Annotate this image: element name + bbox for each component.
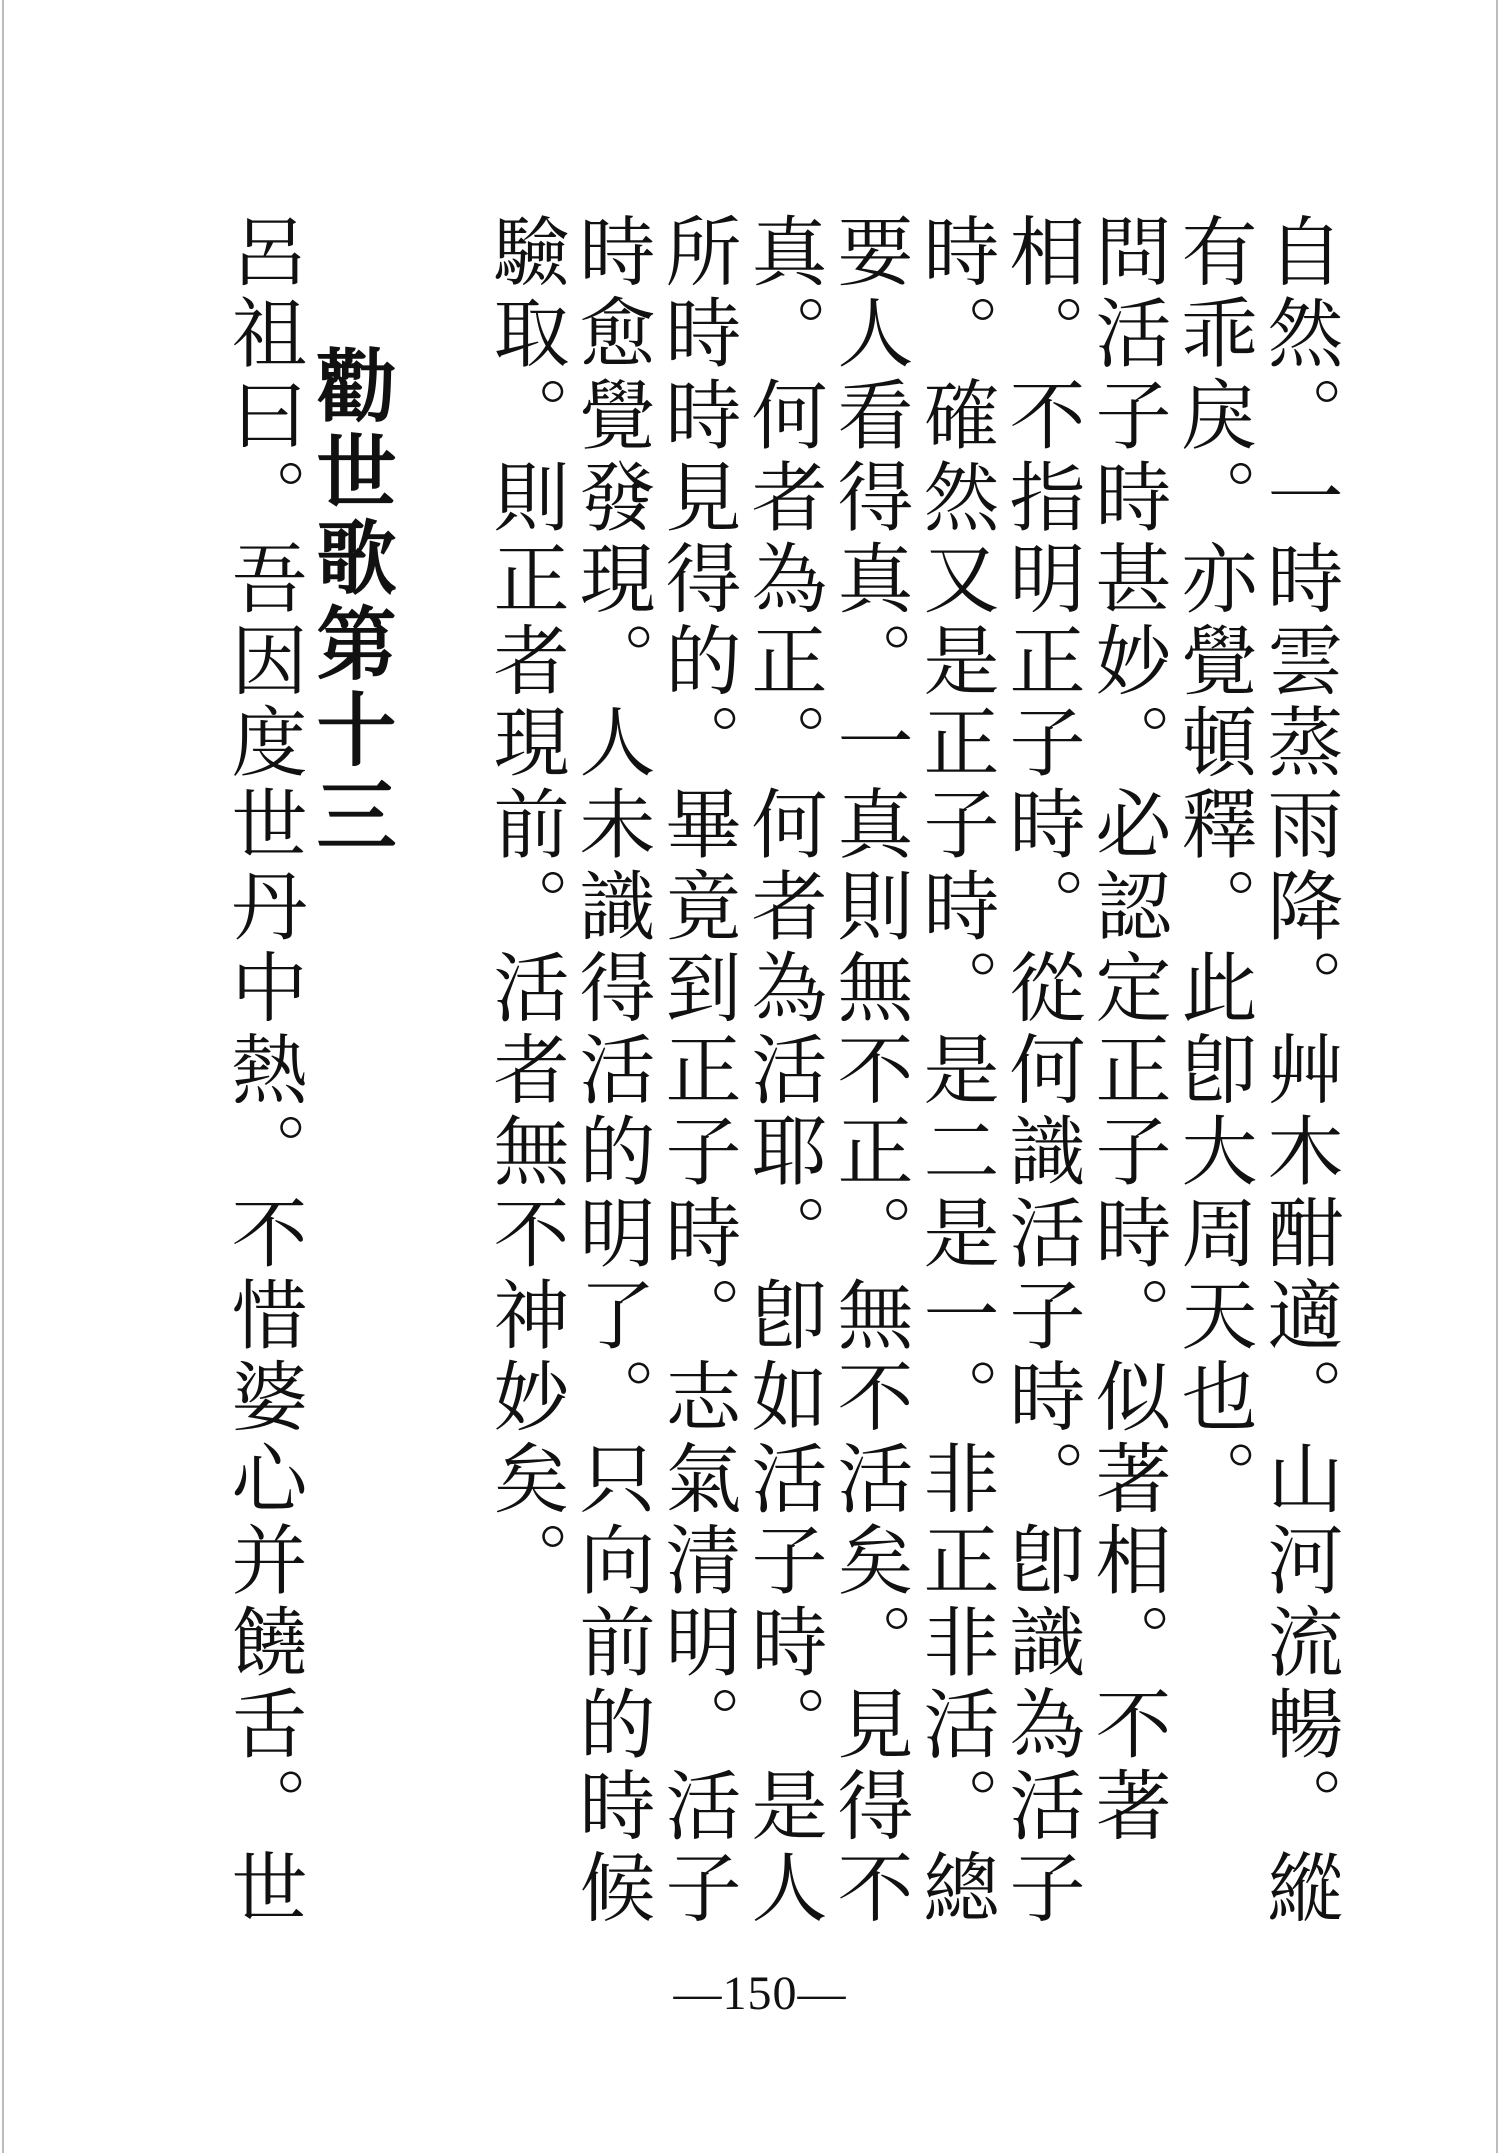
left-scan-edge [2,0,4,2153]
section-heading: 勸世歌第十三 [303,344,397,860]
body-column-2: 有乖戾。亦覺頓釋。此卽大周天也。 [1169,212,1258,1521]
page-number: —150— [673,1967,847,2020]
body-column-8: 所時時見得的。畢竟到正子時。志氣清明。活子 [653,212,742,1930]
body-column-9: 時愈覺發現。人未識得活的明了。只向前的時候 [567,212,656,1930]
body-column-3: 問活子時甚妙。必認定正子時。似著相。不著 [1083,212,1172,1848]
body-column-10: 驗取。則正者現前。活者無不神妙矣。 [481,212,570,1603]
right-scan-edge [1496,0,1498,2153]
body-column-4: 相。不指明正子時。從何識活子時。卽識為活子 [997,212,1086,1930]
body-column-6: 要人看得真。一真則無不正。無不活矣。見得不 [825,212,914,1930]
body-column-1: 自然。一時雲蒸雨降。艸木酣適。山河流暢。縱 [1255,212,1344,1930]
body-column-7: 真。何者為正。何者為活耶。卽如活子時。是人 [739,212,828,1930]
second-section-column-1: 呂祖曰。吾因度世丹中熱。不惜婆心并饒舌。世 [219,212,308,1930]
body-column-5: 時。確然又是正子時。是二是一。非正非活。總 [911,212,1000,1930]
